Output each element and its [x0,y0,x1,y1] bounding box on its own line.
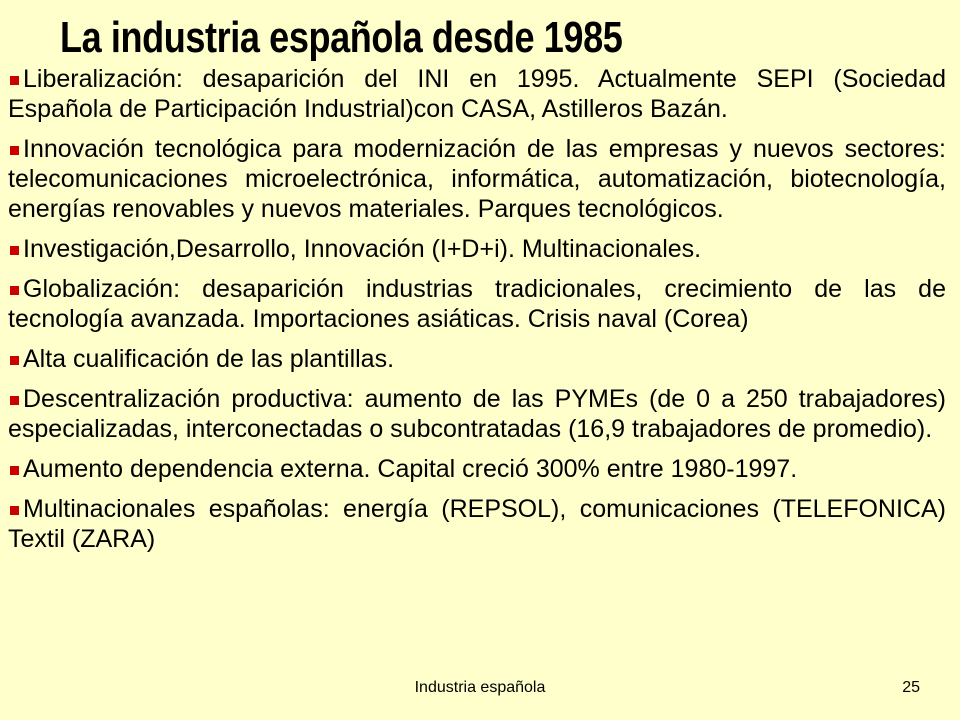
bullet-item [8,494,946,554]
slide-footer: Industria española [414,679,546,696]
bullet-text: Alta cualificación de las plantillas. [23,345,395,373]
bullet-text: Multinacionales españolas: energía (REPSOL), comunicaciones (TELEFONICA) Textil (ZARA) [8,495,946,553]
bullet-text: Investigación,Desarrollo, Innovación (I+D+i). Multinacionales. [23,235,702,263]
bullet-item [8,134,946,224]
bullet-list [8,64,946,564]
bullet-item [8,344,946,374]
square-bullet-icon [10,396,19,405]
bullet-text: Descentralización productiva: aumento de las PYMEs (de 0 a 250 trabajadores) especializadas, interconectadas o subcontratadas (16,9 trabajadores de promedio). [8,385,946,443]
bullet-item [8,64,946,124]
bullet-item [8,234,946,264]
square-bullet-icon [10,356,19,365]
bullet-item [8,454,946,484]
page-number: 25 [902,679,920,696]
bullet-text: Globalización: desaparición industrias tradicionales, crecimiento de las de tecnología avanzada. Importaciones asiáticas. Crisis naval (Corea) [8,275,946,333]
square-bullet-icon [10,286,19,295]
bullet-text: Aumento dependencia externa. Capital creció 300% entre 1980-1997. [23,455,798,483]
bullet-text: Innovación tecnológica para modernización de las empresas y nuevos sectores: telecomunicaciones microelectrónica, informática, automatización, biotecnología, energías renovables y nuevos materiales. Parques tecnológicos. [8,135,946,223]
bullet-item [8,384,946,444]
bullet-item [8,274,946,334]
square-bullet-icon [10,246,19,255]
bullet-text: Liberalización: desaparición del INI en 1995. Actualmente SEPI (Sociedad Española de Participación Industrial)con CASA, Astilleros Bazán. [8,65,946,123]
square-bullet-icon [10,506,19,515]
square-bullet-icon [10,466,19,475]
slide-title: La industria española desde 1985 [60,13,623,62]
square-bullet-icon [10,146,19,155]
square-bullet-icon [10,76,19,85]
